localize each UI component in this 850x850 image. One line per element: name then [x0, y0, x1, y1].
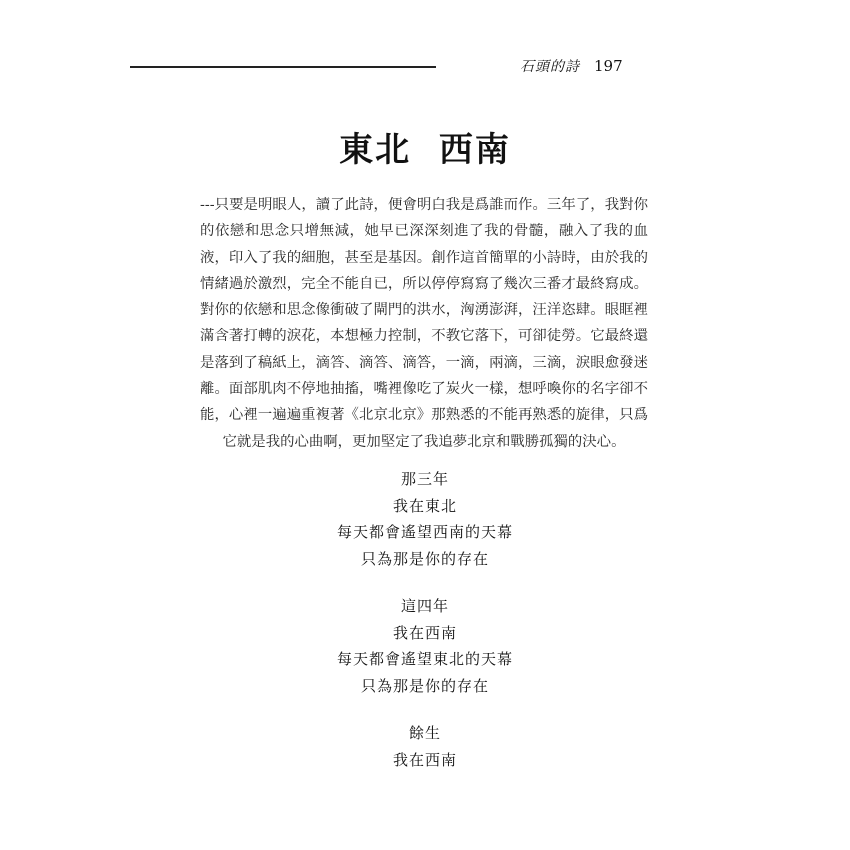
poem-line: 餘生 — [408, 724, 441, 742]
poem-line: 那三年 — [400, 470, 449, 488]
poem-line: 只為那是你的存在 — [360, 549, 489, 568]
running-head — [520, 56, 623, 76]
poem-body — [0, 466, 850, 794]
header-rule — [130, 66, 436, 68]
poem-line: 我在東北 — [392, 496, 457, 515]
poem-line: 我在西南 — [392, 623, 457, 642]
poem-stanza — [0, 466, 850, 572]
page-number: 197 — [594, 57, 623, 75]
running-head-book-title: 石頭的詩 — [520, 59, 580, 75]
poem-stanza — [0, 720, 850, 773]
poem-line: 這四年 — [400, 597, 449, 615]
poem-stanza — [0, 593, 850, 699]
poem-line: 每天都會遙望東北的天幕 — [336, 650, 513, 668]
poem-title: 東北 西南 — [339, 130, 511, 170]
poem-line: 我在西南 — [392, 750, 457, 769]
preface-paragraph: ---只要是明眼人，讀了此詩，便會明白我是爲誰而作。三年了，我對你的依戀和思念只增無減，她早已深深刻進了我的骨髓，融入了我的血液，印入了我的細胞，甚至是基因。創作這首簡單的小詩時，由於我的情緒過於激烈，完全不能自已，所以停停寫寫了幾次三番才最終寫成。對你的依戀和思念像衝破了閘門的洪水，洶湧澎湃，汪洋恣肆。眼眶裡滿含著打轉的淚花，本想極力控制，不教它落下，可卻徒勞。它最終還是落到了稿紙上，滴答、滴答、滴答，一滴，兩滴，三滴，淚眼愈發迷離。面部肌肉不停地抽搐，嘴裡像吃了炭火一樣，想呼喚你的名字卻不能，心裡一遍遍重複著《北京北京》那熟悉的不能再熟悉的旋律，只爲它就是我的心曲啊，更加堅定了我追夢北京和戰勝孤獨的決心。 — [200, 197, 648, 450]
poem-line: 每天都會遙望西南的天幕 — [336, 523, 513, 541]
poem-line: 只為那是你的存在 — [360, 676, 489, 695]
